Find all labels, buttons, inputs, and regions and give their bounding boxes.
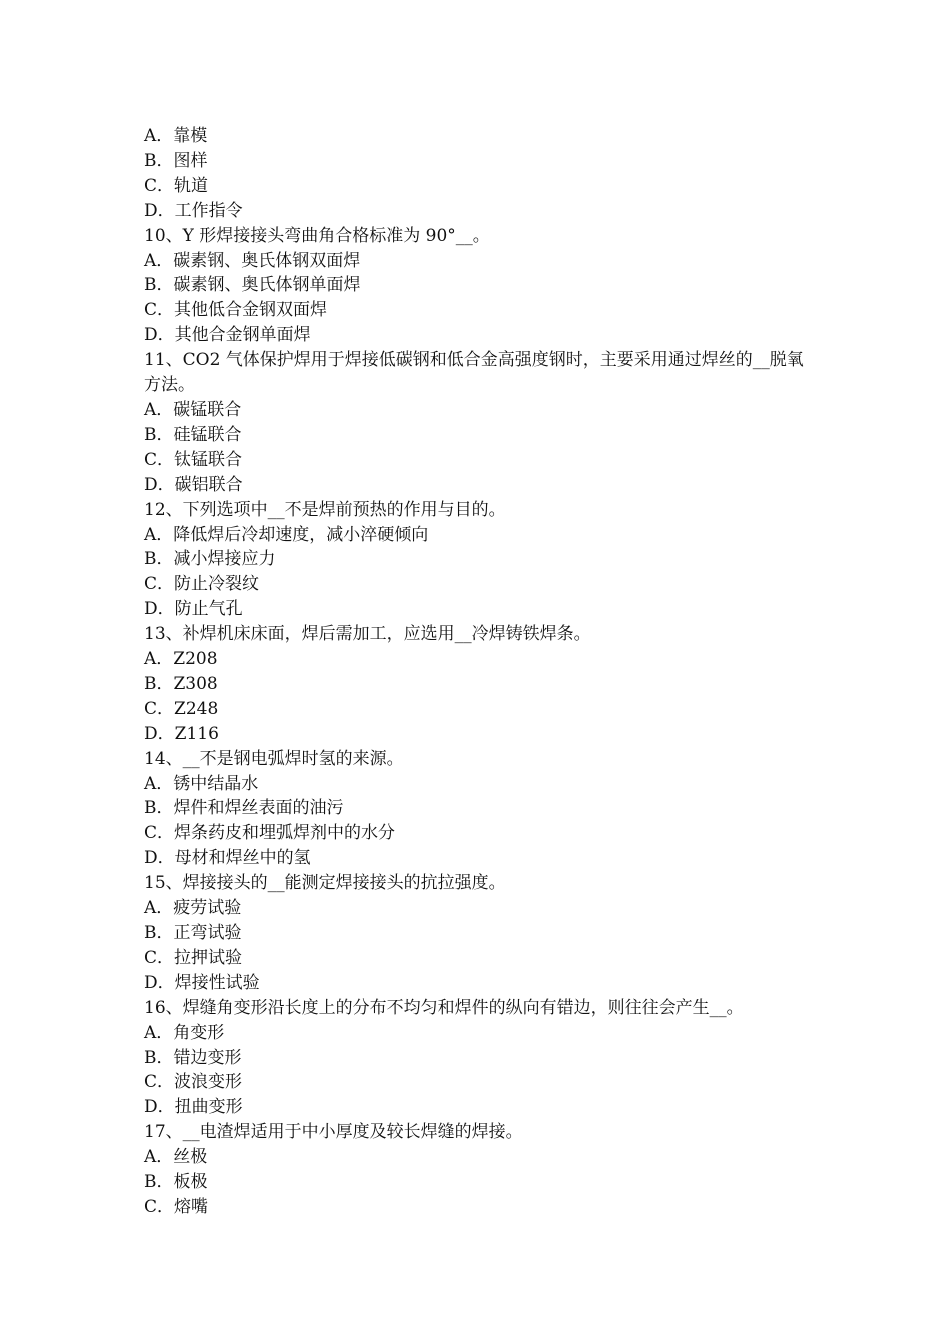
option-line: B．硅锰联合 bbox=[144, 424, 242, 445]
question-line: 14、__不是钢电弧焊时氢的来源。 bbox=[144, 748, 404, 769]
option-line: C．波浪变形 bbox=[144, 1072, 243, 1093]
option-line: B．碳素钢、奥氏体钢单面焊 bbox=[144, 275, 361, 296]
option-line: D．防止气孔 bbox=[144, 599, 243, 620]
option-line: B．板极 bbox=[144, 1172, 208, 1193]
option-line: C．防止冷裂纹 bbox=[144, 574, 260, 595]
option-line: D．碳铝联合 bbox=[144, 474, 243, 495]
option-line: C．熔嘴 bbox=[144, 1196, 209, 1217]
document-page bbox=[144, 124, 814, 1220]
option-line: C．其他低合金钢双面焊 bbox=[144, 300, 328, 321]
option-line: D．Z116 bbox=[144, 723, 219, 744]
question-line: 16、焊缝角变形沿长度上的分布不均匀和焊件的纵向有错边，则往往会产生__。 bbox=[144, 997, 744, 1018]
option-line: D．工作指令 bbox=[144, 200, 243, 221]
option-line: A．角变形 bbox=[144, 1022, 225, 1043]
question-line: 10、Y 形焊接接头弯曲角合格标准为 90°__。 bbox=[144, 225, 490, 246]
option-line: A．疲劳试验 bbox=[144, 898, 242, 919]
option-line: C．Z248 bbox=[144, 698, 219, 719]
option-line: B．减小焊接应力 bbox=[144, 549, 276, 570]
question-line: 12、下列选项中__不是焊前预热的作用与目的。 bbox=[144, 499, 506, 520]
option-line: A．碳锰联合 bbox=[144, 399, 242, 420]
option-line: D．母材和焊丝中的氢 bbox=[144, 848, 311, 869]
option-line: B．错边变形 bbox=[144, 1047, 242, 1068]
option-line: B．正弯试验 bbox=[144, 923, 242, 943]
option-line: A．碳素钢、奥氏体钢双面焊 bbox=[144, 250, 361, 271]
question-line: 17、__电渣焊适用于中小厚度及较长焊缝的焊接。 bbox=[144, 1122, 523, 1143]
option-line: A．Z208 bbox=[144, 649, 218, 670]
question-line: 13、补焊机床床面，焊后需加工，应选用__冷焊铸铁焊条。 bbox=[144, 624, 591, 645]
option-line: C．拉押试验 bbox=[144, 947, 243, 968]
option-line: B．图样 bbox=[144, 150, 208, 171]
option-line: A．锈中结晶水 bbox=[144, 773, 259, 794]
option-line: C．轨道 bbox=[144, 175, 209, 196]
option-line: A．丝极 bbox=[144, 1147, 208, 1168]
question-line: 15、焊接接头的__能测定焊接接头的抗拉强度。 bbox=[144, 873, 506, 894]
option-line: D．焊接性试验 bbox=[144, 972, 260, 993]
option-line: D．其他合金钢单面焊 bbox=[144, 325, 311, 346]
option-line: D．扭曲变形 bbox=[144, 1097, 243, 1118]
question-line: 11、CO2 气体保护焊用于焊接低碳钢和低合金高强度钢时，主要采用通过焊丝的__脱氧方法。 bbox=[144, 350, 804, 396]
option-line: C．焊条药皮和埋弧焊剂中的水分 bbox=[144, 823, 396, 844]
option-line: B．Z308 bbox=[144, 673, 218, 694]
option-line: A．靠模 bbox=[144, 126, 208, 146]
option-line: C．钛锰联合 bbox=[144, 449, 243, 470]
option-line: B．焊件和焊丝表面的油污 bbox=[144, 798, 344, 819]
option-line: A．降低焊后冷却速度，减小淬硬倾向 bbox=[144, 524, 429, 545]
